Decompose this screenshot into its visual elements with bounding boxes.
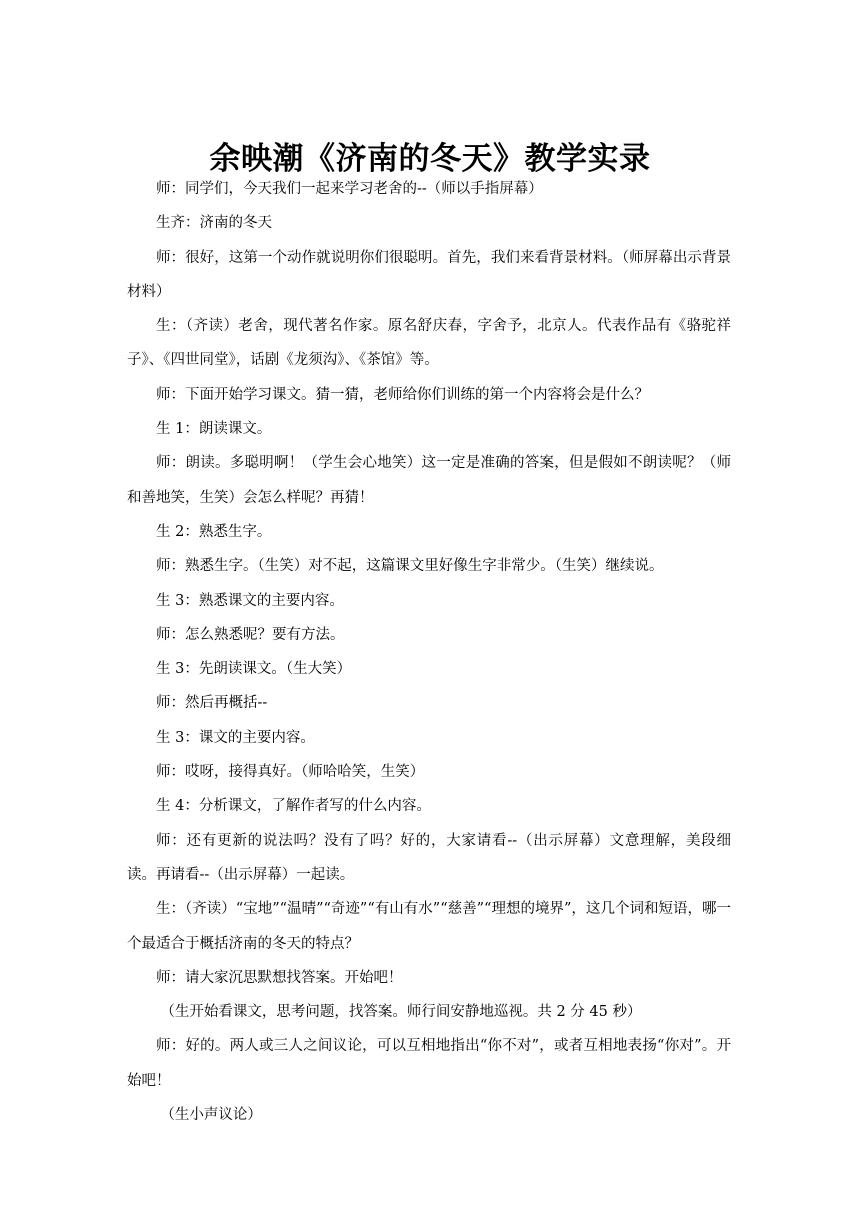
paragraph: 生 4：分析课文，了解作者写的什么内容。 bbox=[156, 798, 431, 815]
document-body bbox=[127, 172, 731, 1132]
paragraph: 生 3：课文的主要内容。 bbox=[156, 729, 315, 746]
paragraph: 师：哎呀，接得真好。（师哈哈笑，生笑） bbox=[156, 764, 425, 781]
stage-direction-paragraph: （生小声议论） bbox=[160, 1107, 262, 1124]
paragraph: 师：很好，这第一个动作就说明你们很聪明。首先，我们来看背景材料。（师屏幕出示背景材料） bbox=[127, 249, 731, 300]
paragraph: 生 2：熟悉生字。 bbox=[156, 523, 272, 540]
paragraph: 师：怎么熟悉呢？要有方法。 bbox=[156, 626, 345, 643]
paragraph: 生齐：济南的冬天 bbox=[156, 215, 272, 232]
stage-direction-paragraph: （生开始看课文，思考问题，找答案。师行间安静地巡视。共 2 分 45 秒） bbox=[160, 1004, 642, 1021]
paragraph: 师：请大家沉思默想找答案。开始吧！ bbox=[156, 969, 403, 986]
paragraph: 生：（齐读）“宝地”“温晴”“奇迹”“有山有水”“慈善”“理想的境界”，这几个词和短语，哪一个最适合于概括济南的冬天的特点？ bbox=[127, 901, 731, 952]
paragraph: 师：同学们，今天我们一起来学习老舍的--（师以手指屏幕） bbox=[156, 181, 543, 197]
paragraph: 师：还有更新的说法吗？没有了吗？好的，大家请看--（出示屏幕）文意理解，美段细读。再请看--（出示屏幕）一起读。 bbox=[127, 832, 731, 883]
paragraph: 生 3：先朗读课文。（生大笑） bbox=[156, 661, 352, 678]
paragraph: 师：下面开始学习课文。猜一猜，老师给你们训练的第一个内容将会是什么？ bbox=[156, 386, 649, 403]
paragraph: 师：朗读。多聪明啊！（学生会心地笑）这一定是准确的答案，但是假如不朗读呢？（师和善地笑，生笑）会怎么样呢？再猜！ bbox=[127, 455, 731, 506]
paragraph: 师：熟悉生字。（生笑）对不起，这篇课文里好像生字非常少。（生笑）继续说。 bbox=[156, 558, 664, 575]
document-title: 余映潮《济南的冬天》教学实录 bbox=[209, 140, 651, 177]
paragraph: 生 1：朗读课文。 bbox=[156, 421, 272, 438]
paragraph: 师：然后再概括-- bbox=[156, 695, 268, 712]
paragraph: 师：好的。两人或三人之间议论，可以互相地指出“你不对”，或者互相地表扬“你对”。开始吧！ bbox=[127, 1038, 731, 1089]
paragraph: 生 3：熟悉课文的主要内容。 bbox=[156, 592, 344, 609]
paragraph: 生：（齐读）老舍，现代著名作家。原名舒庆春，字舍予，北京人。代表作品有《骆驼祥子》、《四世同堂》，话剧《龙须沟》、《茶馆》等。 bbox=[127, 318, 731, 369]
